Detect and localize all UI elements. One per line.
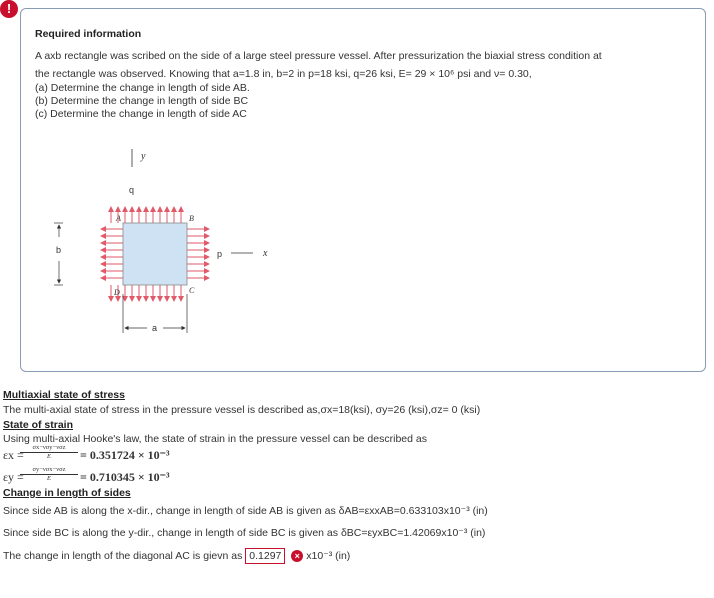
epsilon-x-fraction [20,444,78,460]
alert-icon: ! [0,0,18,18]
stress-rectangle-diagram [51,149,291,334]
info-title: Required information [35,28,142,40]
change-header: Change in length of sides [3,487,131,499]
multiaxial-header: Multiaxial state of stress [3,389,125,401]
multiaxial-text: The multi-axial state of stress in the pressure vessel is described as,σx=18(ksi), σy=26 (ksi),σz= 0 (ksi) [3,404,481,416]
ac-change-row [3,548,350,564]
incorrect-x-icon: × [291,550,303,562]
ac-answer-input[interactable]: 0.1297 [245,548,285,564]
corner-c-label: C [189,286,195,295]
strain-text: Using multi-axial Hooke's law, the state of strain in the pressure vessel can be described as [3,433,427,445]
q-label: q [129,185,135,195]
epsilon-y-label: εy = [3,470,24,484]
epsilon-y-denominator: E [47,475,51,482]
a-dimension-label: a [152,323,158,333]
b-dimension-label: b [56,245,62,255]
epsilon-x-label: εx = [3,448,24,462]
x-axis-label: x [263,248,268,259]
epsilon-y-value: = 0.710345 × 10⁻³ [80,470,170,484]
problem-line-1: A axb rectangle was scribed on the side of a large steel pressure vessel. After pressurization the biaxial stress condition at [35,50,602,62]
corner-a-label: A [116,214,121,223]
strain-header: State of strain [3,419,74,431]
problem-line-2: the rectangle was observed. Knowing that a=1.8 in, b=2 in p=18 ksi, q=26 ksi, E= 29 × 10⁶ psi and ν= 0.30, [35,68,532,80]
bottom-stress-arrows [111,285,181,301]
left-stress-arrows [101,229,123,278]
corner-b-label: B [189,214,194,223]
ac-change-text: The change in length of the diagonal AC is gievn as [3,550,243,562]
corner-d-label: D [114,288,120,297]
epsilon-x-value: = 0.351724 × 10⁻³ [80,448,170,462]
ac-unit-text: x10⁻³ (in) [306,550,351,562]
problem-part-a: (a) Determine the change in length of side AB. [35,82,250,94]
required-information-box [20,8,706,372]
p-label: p [217,249,223,259]
right-stress-arrows [187,229,209,278]
problem-part-c: (c) Determine the change in length of side AC [35,108,247,120]
ab-change-text: Since side AB is along the x-dir., change in length of side AB is given as δAB=εxxAB=0.633103x10⁻³ (in) [3,505,488,517]
epsilon-x-denominator: E [47,453,51,460]
problem-part-b: (b) Determine the change in length of side BC [35,95,249,107]
bc-change-text: Since side BC is along the y-dir., change in length of side BC is given as δBC=εyxBC=1.42069x10⁻³ (in) [3,527,486,539]
epsilon-x-numerator: σx−νσy−νσz [20,444,78,453]
scribed-rectangle [123,223,187,285]
epsilon-y-fraction [20,466,78,482]
epsilon-y-numerator: σy−νσx−νσz [20,466,78,475]
top-stress-arrows [111,207,181,223]
y-axis-label: y [141,151,146,162]
